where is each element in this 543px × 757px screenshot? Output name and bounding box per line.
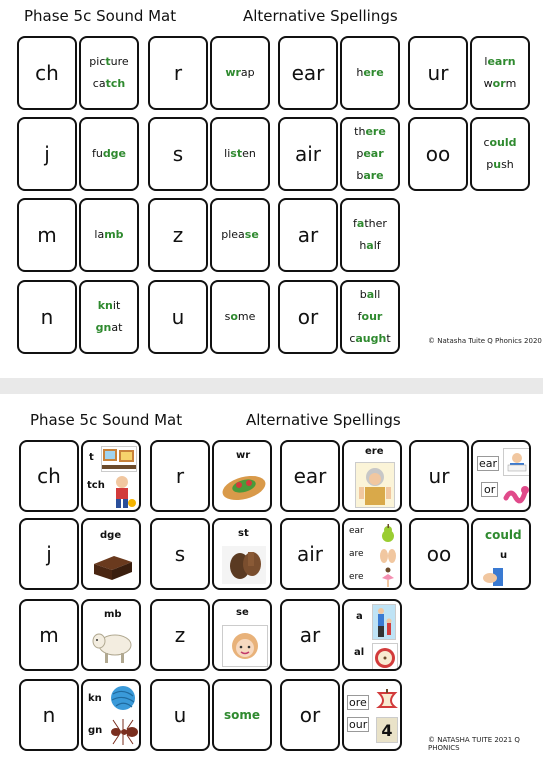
top-card-or-sound: or [278,280,338,354]
bottom-card-oo-sound: oo [409,518,469,590]
top-card-u-sound: u [148,280,208,354]
word-knit: knit [97,299,121,312]
wrap-icon [219,468,269,504]
label-ear: ear [349,526,364,536]
word-listen: listen [224,147,256,160]
top-card-n-spellings [79,280,139,354]
word-gnat: gnat [95,321,123,334]
lamb-icon [89,625,137,665]
bottom-card-ch-pictures [81,440,141,512]
bottom-card-j-pictures [81,518,141,590]
bottom-mat-subtitle: Alternative Spellings [246,411,401,429]
bottom-card-ur-sound: ur [409,440,469,512]
label-st: st [238,528,249,539]
bottom-card-u-sound: u [150,679,210,751]
word-bare: bare [356,169,384,182]
boy-reading-icon [503,448,531,476]
word-fudge: fudge [91,147,127,160]
word-pear: pear [356,147,384,160]
word-father: father [353,217,387,230]
word-picture: picture [89,55,129,68]
top-copyright: © Natasha Tuite Q Phonics 2020 [428,337,542,345]
label-u: u [500,550,508,561]
top-card-m-spellings [79,198,139,272]
top-card-ch-spellings [79,36,139,110]
word-four: four [357,310,383,323]
bottom-card-m-sound: m [19,599,79,671]
top-card-r-spellings [210,36,270,110]
bottom-card-ear-pictures [342,440,402,512]
number-four-icon [376,717,398,743]
label-could: could [485,528,522,542]
top-card-u-spellings [210,280,270,354]
top-card-m-sound: m [17,198,77,272]
word-learn: learn [484,55,516,68]
bottom-card-s-sound: s [150,518,210,590]
bottom-card-n-sound: n [19,679,79,751]
top-card-s-sound: s [148,117,208,191]
top-card-air-sound: air [278,117,338,191]
label-are: are [349,549,364,559]
boy-icon [107,475,137,509]
top-card-s-spellings [210,117,270,191]
word-could: could [483,136,517,149]
word-lamb: lamb [94,228,124,241]
bottom-card-ear-sound: ear [280,440,340,512]
label-our: our [349,718,368,731]
word-ball: ball [359,288,381,301]
bottom-card-or-sound: or [280,679,340,751]
bottom-card-u-pictures [212,679,272,751]
worm-icon [503,478,529,504]
label-dge: dge [100,530,122,541]
bottom-card-air-pictures [342,518,402,590]
bottom-card-s-pictures [212,518,272,590]
top-card-ar-sound: ar [278,198,338,272]
label-wr: wr [236,450,251,461]
word-caught: caught [349,332,391,345]
top-card-j-sound: j [17,117,77,191]
top-card-j-spellings [79,117,139,191]
label-ere: ere [349,572,364,582]
top-card-ur-sound: ur [408,36,468,110]
bottom-card-r-sound: r [150,440,210,512]
bottom-card-z-sound: z [150,599,210,671]
bottom-card-air-sound: air [280,518,340,590]
bottom-card-n-pictures [81,679,141,751]
bottom-card-oo-pictures [471,518,531,590]
top-card-ear-sound: ear [278,36,338,110]
top-card-ear-spellings [340,36,400,110]
word-some: some [224,310,256,323]
top-card-r-sound: r [148,36,208,110]
top-mat-title: Phase 5c Sound Mat [24,7,177,25]
label-se: se [236,607,249,618]
label-or: or [481,482,498,497]
top-card-n-sound: n [17,280,77,354]
hands-listen-icon [222,546,266,584]
label-mb: mb [104,609,122,620]
half-apple-icon [372,643,398,671]
word-there: there [354,125,386,138]
word-push: push [486,158,514,171]
top-card-oo-spellings [470,117,530,191]
label-ere: ere [365,446,384,457]
top-card-ar-spellings [340,198,400,272]
top-card-ch-sound: ch [17,36,77,110]
label-ore: ore [349,696,367,709]
feet-icon [379,546,397,564]
top-card-or-spellings [340,280,400,354]
bottom-card-ch-sound: ch [19,440,79,512]
father-child-icon [372,604,396,640]
bottom-card-or-pictures [342,679,402,751]
top-card-oo-sound: oo [408,117,468,191]
label-al: al [354,647,365,658]
top-mat-subtitle: Alternative Spellings [243,7,398,25]
page-divider [0,378,543,394]
bottom-card-ar-pictures [342,599,402,671]
label-a: a [356,611,363,622]
bottom-card-z-pictures [212,599,272,671]
hand-push-icon [481,568,503,586]
label-kn: kn [88,693,102,704]
label-t: t [89,452,94,463]
top-card-z-spellings [210,198,270,272]
label-some: some [223,708,261,722]
ballerina-icon [380,567,396,587]
label-gn: gn [88,725,103,736]
bottom-card-j-sound: j [19,518,79,590]
word-half: half [359,239,381,252]
word-please: please [221,228,259,241]
bottom-card-ar-sound: ar [280,599,340,671]
svg-text:4: 4 [381,721,393,740]
bottom-card-ur-pictures [471,440,531,512]
chocolate-brownie-icon [90,552,136,582]
word-worm: worm [483,77,517,90]
bottom-card-r-pictures [212,440,272,512]
word-here: here [356,66,384,79]
bottom-card-m-pictures [81,599,141,671]
girl-pleased-icon [222,625,268,667]
old-woman-icon [355,462,395,508]
word-wrap: wrap [225,66,255,79]
yarn-ball-icon [108,684,138,712]
word-catch: catch [92,77,126,90]
bottom-copyright: © NATASHA TUITE 2021 Q PHONICS [428,736,520,752]
top-card-z-sound: z [148,198,208,272]
picture-frame-icon [101,446,137,472]
top-card-ur-spellings [470,36,530,110]
pear-icon [380,524,396,542]
bottom-mat-title: Phase 5c Sound Mat [30,411,183,429]
apple-core-icon [376,689,398,709]
label-tch: tch [87,480,105,491]
ant-icon [107,717,139,747]
top-card-air-spellings [340,117,400,191]
label-ear: ear [479,457,498,470]
